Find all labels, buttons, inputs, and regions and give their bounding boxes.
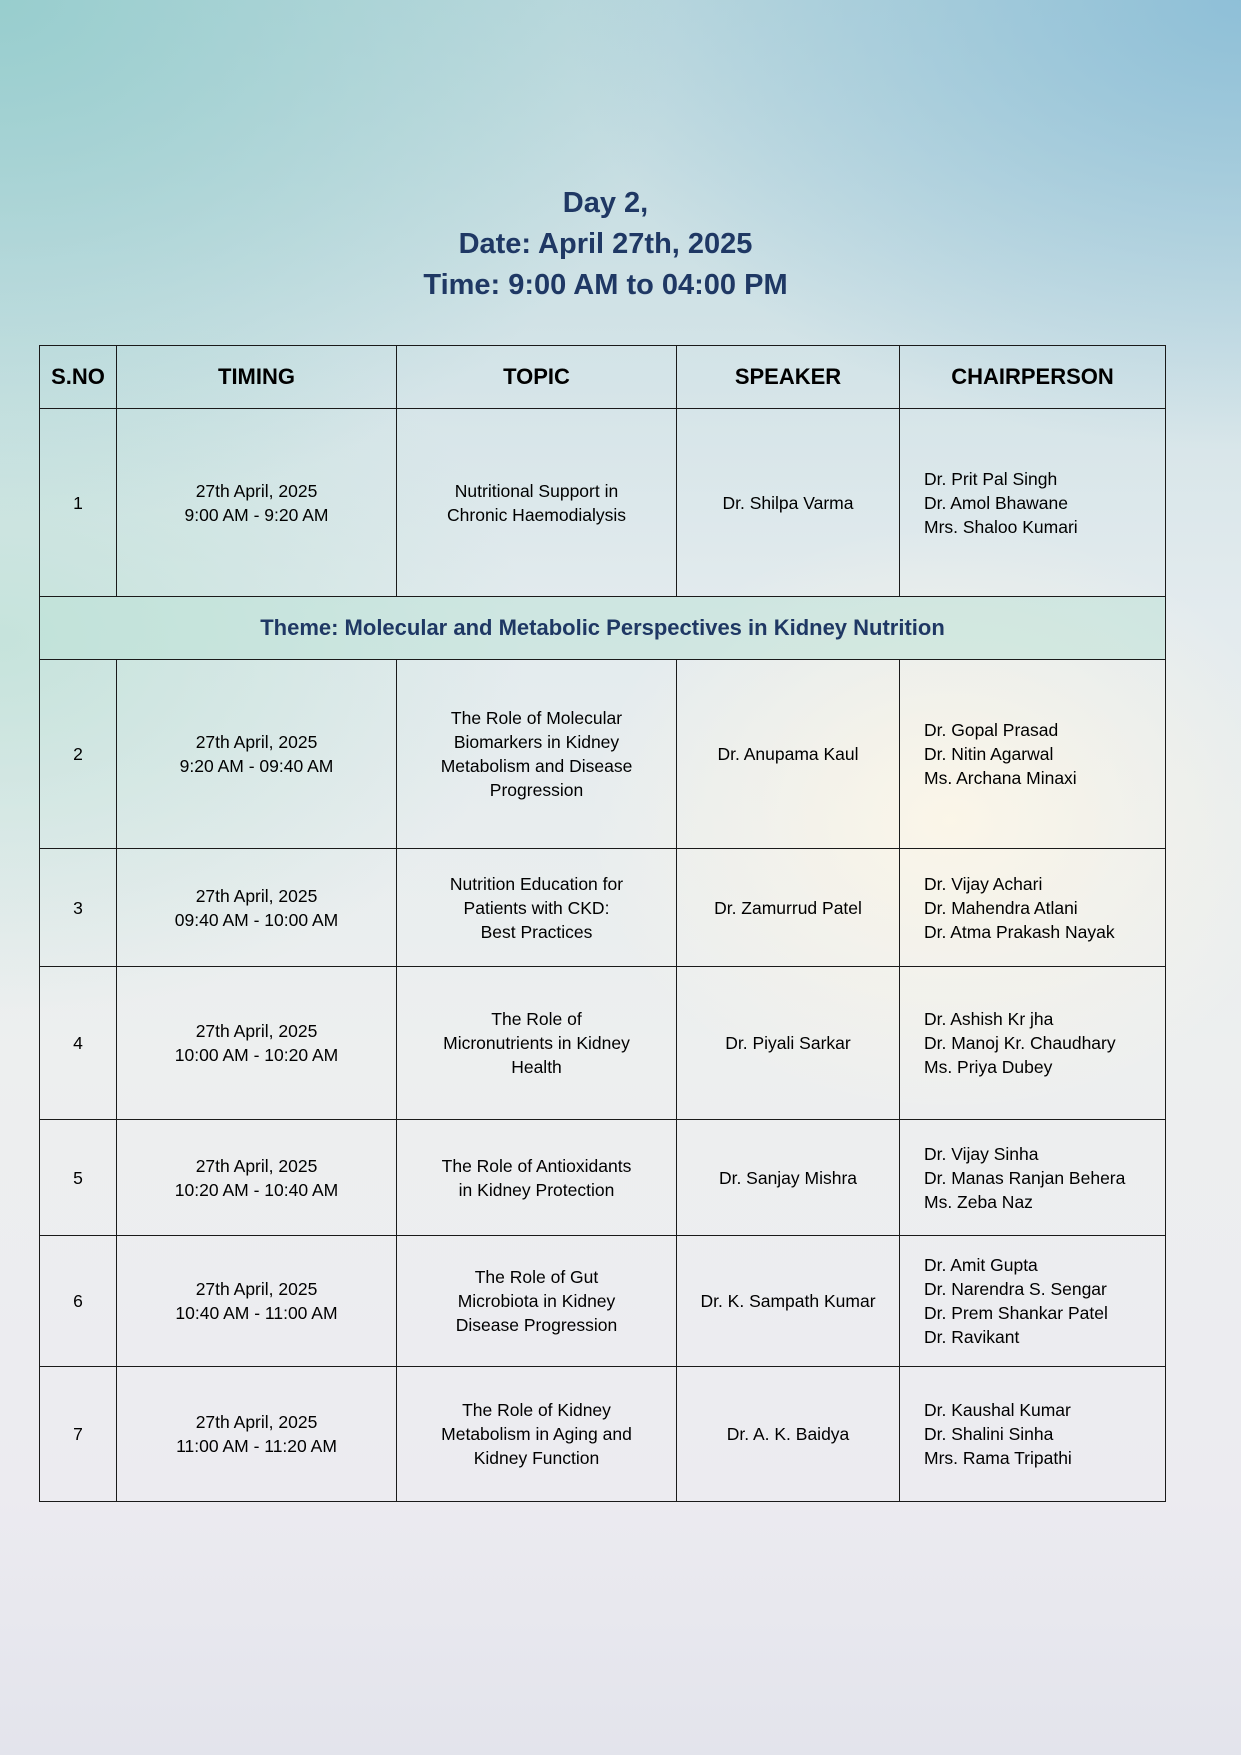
timing-cell	[117, 967, 397, 1120]
session-time: 09:40 AM - 10:00 AM	[174, 909, 339, 930]
column-header-timing: TIMING	[117, 346, 397, 409]
chairperson-name: Dr. Vijay Sinha	[924, 1143, 1039, 1164]
speaker-cell: Dr. A. K. Baidya	[677, 1367, 900, 1502]
chairperson-name: Dr. Nitin Agarwal	[924, 744, 1054, 764]
speaker-cell: Dr. Zamurrud Patel	[677, 849, 900, 967]
chairperson-name: Dr. Atma Prakash Nayak	[924, 921, 1115, 942]
date-heading: Date: April 27th, 2025	[458, 228, 753, 260]
session-time: 9:00 AM - 9:20 AM	[184, 504, 329, 525]
topic-line: Patients with CKD:	[463, 897, 610, 918]
topic-line: The Role of Gut	[474, 1267, 599, 1287]
topic-line: Microbiota in Kidney	[457, 1291, 616, 1311]
session-date: 27th April, 2025	[195, 732, 318, 752]
timing-cell	[117, 1236, 397, 1367]
session-time: 9:20 AM - 09:40 AM	[179, 756, 334, 776]
topic-cell	[397, 967, 677, 1120]
sno-cell: 3	[40, 849, 117, 967]
column-header-speaker: SPEAKER	[677, 346, 900, 409]
topic-line: Disease Progression	[455, 1315, 618, 1335]
chairperson-cell	[900, 1367, 1166, 1502]
column-header-topic: TOPIC	[397, 346, 677, 409]
chairperson-name: Dr. Amol Bhawane	[924, 492, 1068, 513]
table-row	[40, 660, 1166, 849]
speaker-cell: Dr. Anupama Kaul	[677, 660, 900, 849]
topic-line: The Role of Kidney	[462, 1400, 611, 1420]
topic-line: Nutrition Education for	[449, 873, 624, 894]
sno-cell: 4	[40, 967, 117, 1120]
chairperson-name: Mrs. Rama Tripathi	[924, 1448, 1072, 1468]
theme-banner: Theme: Molecular and Metabolic Perspectives in Kidney Nutrition	[40, 597, 1166, 660]
topic-line: Chronic Haemodialysis	[447, 504, 626, 525]
sno-cell: 6	[40, 1236, 117, 1367]
schedule-table	[39, 345, 1166, 1502]
session-time: 10:00 AM - 10:20 AM	[174, 1045, 339, 1065]
topic-line: The Role of	[491, 1009, 582, 1029]
chairperson-name: Dr. Manoj Kr. Chaudhary	[924, 1033, 1116, 1053]
schedule-header	[0, 183, 1211, 306]
sno-cell: 5	[40, 1120, 117, 1236]
topic-line: in Kidney Protection	[458, 1179, 615, 1200]
chairperson-cell	[900, 1236, 1166, 1367]
session-date: 27th April, 2025	[195, 1412, 318, 1432]
session-date: 27th April, 2025	[195, 1021, 318, 1041]
chairperson-name: Dr. Amit Gupta	[924, 1255, 1038, 1275]
chairperson-cell	[900, 1120, 1166, 1236]
chairperson-name: Ms. Archana Minaxi	[924, 768, 1077, 788]
chairperson-name: Mrs. Shaloo Kumari	[924, 516, 1078, 537]
column-header-chairperson: CHAIRPERSON	[900, 346, 1166, 409]
table-row	[40, 409, 1166, 597]
session-time: 11:00 AM - 11:20 AM	[176, 1436, 337, 1456]
chairperson-name: Dr. Ashish Kr jha	[924, 1009, 1054, 1029]
session-date: 27th April, 2025	[195, 480, 318, 501]
topic-cell	[397, 1236, 677, 1367]
session-date: 27th April, 2025	[195, 885, 318, 906]
chairperson-name: Ms. Priya Dubey	[924, 1057, 1053, 1077]
topic-line: Progression	[489, 780, 584, 800]
topic-line: Metabolism and Disease	[440, 756, 633, 776]
topic-line: Best Practices	[480, 921, 593, 942]
topic-cell	[397, 849, 677, 967]
topic-line: Biomarkers in Kidney	[453, 732, 620, 752]
chairperson-name: Dr. Mahendra Atlani	[924, 897, 1078, 918]
timing-cell	[117, 409, 397, 597]
topic-line: Metabolism in Aging and	[441, 1424, 632, 1444]
table-row	[40, 1120, 1166, 1236]
topic-cell	[397, 1120, 677, 1236]
table-row	[40, 967, 1166, 1120]
session-time: 10:40 AM - 11:00 AM	[175, 1303, 338, 1323]
session-time: 10:20 AM - 10:40 AM	[174, 1179, 339, 1200]
sno-cell: 1	[40, 409, 117, 597]
chairperson-name: Ms. Zeba Naz	[924, 1191, 1033, 1212]
day-heading: Day 2,	[562, 187, 649, 219]
session-date: 27th April, 2025	[195, 1279, 318, 1299]
chairperson-name: Dr. Manas Ranjan Behera	[924, 1167, 1126, 1188]
timing-cell	[117, 1367, 397, 1502]
topic-cell	[397, 1367, 677, 1502]
topic-cell	[397, 409, 677, 597]
chairperson-name: Dr. Kaushal Kumar	[924, 1400, 1071, 1420]
chairperson-cell	[900, 660, 1166, 849]
topic-line: Kidney Function	[473, 1448, 600, 1468]
timing-cell	[117, 1120, 397, 1236]
chairperson-name: Dr. Shalini Sinha	[924, 1424, 1054, 1444]
timing-cell	[117, 849, 397, 967]
chairperson-name: Dr. Prem Shankar Patel	[924, 1303, 1108, 1323]
speaker-cell: Dr. Piyali Sarkar	[677, 967, 900, 1120]
speaker-cell: Dr. Shilpa Varma	[677, 409, 900, 597]
table-header-row	[40, 346, 1166, 409]
theme-row	[40, 597, 1166, 660]
table-row	[40, 849, 1166, 967]
sno-cell: 7	[40, 1367, 117, 1502]
time-heading: Time: 9:00 AM to 04:00 PM	[423, 269, 788, 301]
chairperson-name: Dr. Narendra S. Sengar	[924, 1279, 1107, 1299]
chairperson-cell	[900, 967, 1166, 1120]
chairperson-cell	[900, 849, 1166, 967]
table-row	[40, 1236, 1166, 1367]
topic-line: Health	[511, 1057, 562, 1077]
chairperson-name: Dr. Ravikant	[924, 1327, 1020, 1347]
chairperson-name: Dr. Vijay Achari	[924, 873, 1043, 894]
topic-line: Micronutrients in Kidney	[443, 1033, 630, 1053]
session-date: 27th April, 2025	[195, 1155, 318, 1176]
sno-cell: 2	[40, 660, 117, 849]
column-header-sno: S.NO	[40, 346, 117, 409]
timing-cell	[117, 660, 397, 849]
topic-cell	[397, 660, 677, 849]
topic-line: Nutritional Support in	[454, 480, 619, 501]
speaker-cell: Dr. K. Sampath Kumar	[677, 1236, 900, 1367]
speaker-cell: Dr. Sanjay Mishra	[677, 1120, 900, 1236]
chairperson-name: Dr. Gopal Prasad	[924, 720, 1059, 740]
chairperson-name: Dr. Prit Pal Singh	[924, 468, 1058, 489]
table-row	[40, 1367, 1166, 1502]
topic-line: The Role of Antioxidants	[441, 1155, 632, 1176]
topic-line: The Role of Molecular	[450, 708, 623, 728]
chairperson-cell	[900, 409, 1166, 597]
